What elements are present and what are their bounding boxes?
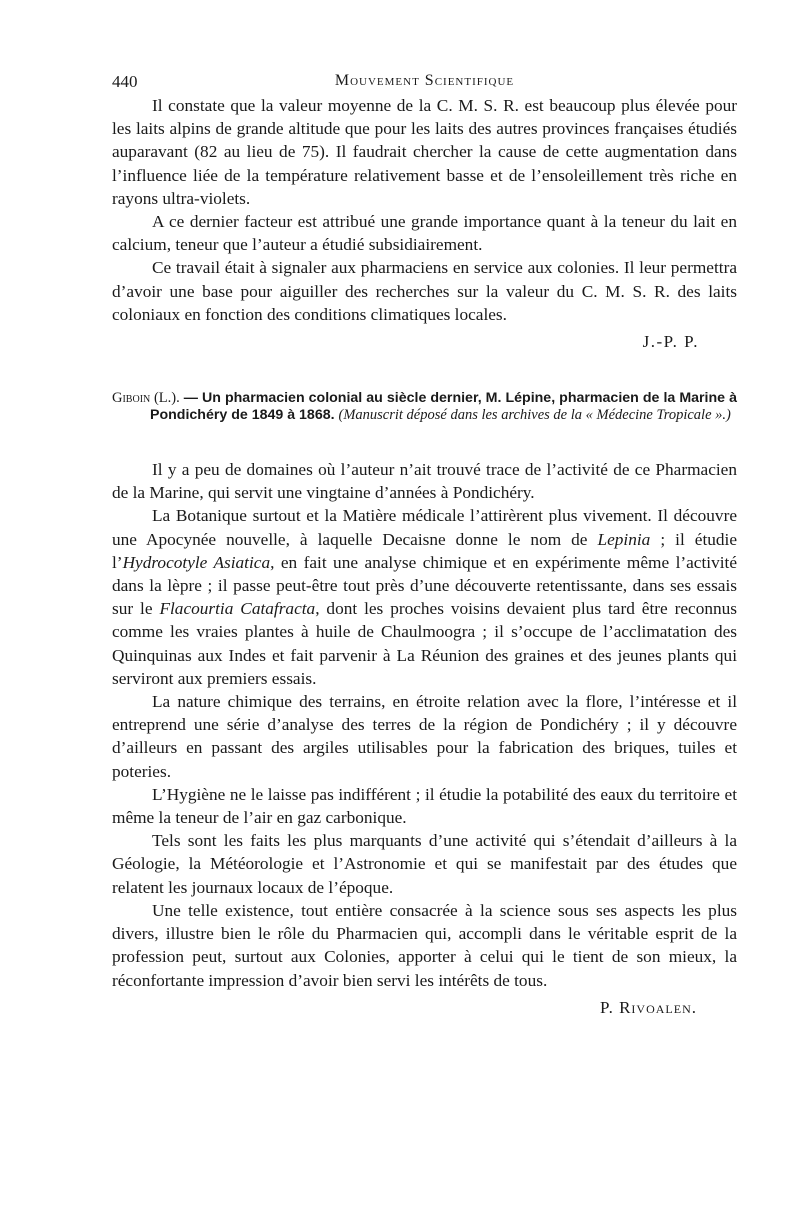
review-1 [112,94,737,352]
p2-italic-flacourtia: Flacourtia Catafracta [159,599,316,619]
review1-paragraph-3: Ce travail était à signaler aux pharmaciens en service aux colonies. Il leur permettra d’avoir une base pour aiguiller des recherches sur la valeur du C. M. S. R. des laits coloniaux en fonction des conditions climatiques locales. [112,258,737,324]
p2-text-c: ; il étudie l’ [112,529,737,572]
page-number: 440 [112,72,138,91]
review2-signature: P. Rivoalen. [600,997,697,1017]
p2-italic-hydrocotyle: Hydrocotyle Asiatica [122,552,271,572]
review1-paragraph-1: Il constate que la valeur moyenne de la C. M. S. R. est beaucoup plus élevée pour les laits alpins de grande altitude que pour les laits des autres provinces françaises étudiés auparavant (82 au lieu de 75). Il faudrait chercher la cause de cette augmentation dans l’influence liée de la température relativement basse et de l’ensoleillement très riche en rayons ultra-violets. [112,96,737,208]
review2-paragraph-4: L’Hygiène ne le laisse pas indifférent ; il étudie la potabilité des eaux du territoire et même la teneur de l’air en gaz carbonique. [112,784,737,828]
review2-author: Giboin (L.). [112,390,180,407]
review2-paragraph-2 [112,504,737,690]
review2-title: Un pharmacien colonial au siècle dernier, M. Lépine, pharmacien de la Marine à Pondichéry de 1849 à 1868. [150,390,737,424]
review2-paragraph-3: La nature chimique des terrains, en étroite relation avec la flore, l’intéresse et il entreprend une série d’analyse des terres de la région de Pondichéry ; il y découvre d’ailleurs en passant des argiles utilisables pour la fabrication des briques, tuiles et poteries. [112,692,737,781]
review-2 [112,390,737,1018]
review2-paragraph-6: Une telle existence, tout entière consacrée à la science sous ses aspects les plus divers, illustre bien le rôle du Pharmacien qui, accompli dans le véritable esprit de la profession peut, surtout aux Colonies, apporter à celui qui le tient de son mieux, la réconfortante impression d’avoir bien servi les intérêts de tous. [112,900,737,990]
review2-paragraph-1: Il y a peu de domaines où l’auteur n’ait trouvé trace de l’activité de ce Pharmacien de la Marine, qui servit une vingtaine d’années à Pondichéry. [112,460,737,503]
review2-paragraph-5: Tels sont les faits les plus marquants d’une activité qui s’étendait d’ailleurs à la Géologie, la Météorologie et l’Astronomie et qui se manifestait par des études que relatent les journaux locaux de l’époque. [112,831,737,897]
p2-text-e: , en fait une analyse chimique et en expérimente même l’activité dans la lèpre ; il passe peut-être tout près d’une découverte retentissante, dans ses essais sur le [112,552,737,619]
review1-paragraph-2: A ce dernier facteur est attribué une grande importance quant à la teneur du lait en calcium, teneur que l’auteur a étudié subsidiairement. [112,212,737,255]
p2-text-g: , dont les proches voisins devaient plus tard être reconnus comme les vraies plantes à huile de Chaulmoogra ; il s’occupe de l’acclimatation des Quinquinas aux Indes et fait parvenir à La Réunion des graines et des jeunes plants qui serviront aux premiers essais. [112,599,737,688]
review1-signature: J.-P. P. [642,332,699,352]
p2-text-a: La Botanique surtout et la Matière médicale l’attirèrent plus vivement. Il découvre une Apocynée nouvelle, à laquelle Decaisne donne le nom de [112,506,737,549]
review2-heading [112,390,737,424]
review2-note: (Manuscrit déposé dans les archives de la « Médecine Tropicale ».) [338,407,731,424]
review2-dash: — [179,390,203,407]
review2-body [112,458,737,992]
journal-title: Mouvement Scientifique [334,72,515,89]
running-head [112,64,737,94]
page [112,64,737,1018]
p2-italic-lepinia: Lepinia [597,529,651,549]
